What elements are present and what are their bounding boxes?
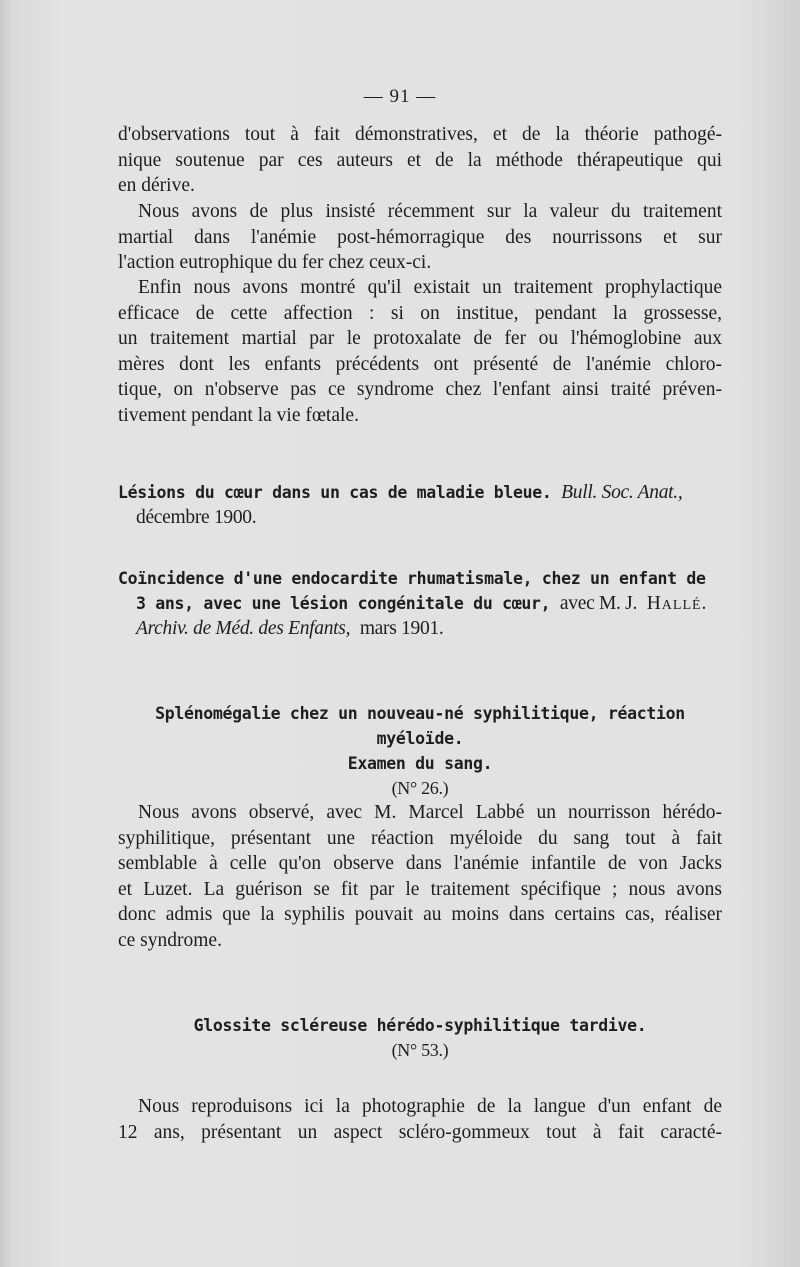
text-line: ce syndrome. [118,929,222,951]
text-line: tique, on n'observe pas ce syndrome chez l'enfant ainsi traité préven- [118,379,722,400]
text-line: un traitement martial par le protoxalate de fer ou l'hémoglobine aux [118,328,722,349]
section-title-line: Splénomégalie chez un nouveau-né syphilitique, réaction myéloïde. [155,704,685,748]
paragraph-splenomegalie [118,800,722,953]
paragraph-prophylactic-treatment [118,275,722,428]
text-line: tivement pendant la vie fœtale. [118,404,359,426]
reference-line [118,616,722,641]
text-line: en dérive. [118,175,195,196]
text-line: Nous avons de plus insisté récemment sur la valeur du traitement [138,201,722,222]
text-line: semblable à celle qu'on observe dans l'anémie infantile de von Jacks [118,853,722,874]
coauthor-name: Hallé. [646,593,708,614]
page-number: — 91 — [363,86,437,107]
text-line: Nous avons observé, avec M. Marcel Labbé un nourrisson hérédo- [138,802,722,823]
reference-date: décembre 1900. [136,507,257,528]
text-line: Nous reproduisons ici la photographie de la langue d'un enfant de [138,1096,722,1117]
section-title-line-2: Examen du sang. [347,754,493,773]
section-number: (N° 53.) [391,1040,449,1060]
section-heading-glossite [118,1013,722,1063]
coauthor-prefix: avec M. J. [559,593,638,614]
text-line: syphilitique, présentant une réaction myéloide du sang tout à fait [118,827,722,849]
section-heading-endocardite [118,566,722,641]
text-line: donc admis que la syphilis pouvait au moins dans certains cas, réaliser [118,904,722,925]
section-heading-splenomegalie [118,701,722,801]
section-number: (N° 26.) [391,778,449,798]
text-line: martial dans l'anémie post-hémorragique des nourrissons et sur [118,226,722,248]
journal-reference: Bull. Soc. Anat., [561,482,683,503]
paragraph-continued [118,122,722,199]
journal-reference: Archiv. de Méd. des Enfants, [136,618,351,639]
reference-date: mars 1901. [359,618,444,639]
text-line: 12 ans, présentant un aspect scléro-gommeux tout à fait caracté- [118,1121,722,1143]
section-title: Glossite scléreuse hérédo-syphilitique tardive. [193,1016,647,1035]
section-heading-maladie-bleue [118,480,722,530]
section-title-line-2 [118,591,722,616]
section-title-line: Coïncidence d'une endocardite rhumatismale, chez un enfant de [118,569,706,588]
text-line: et Luzet. La guérison se fit par le traitement spécifique ; nous avons [118,878,722,900]
text-line: d'observations tout à fait démonstratives, et de la théorie pathogé- [118,124,722,145]
paragraph-glossite [118,1094,722,1145]
section-title-part: 3 ans, avec une lésion congénitale du cœur, [136,594,551,613]
text-line: l'action eutrophique du fer chez ceux-ci. [118,252,432,273]
text-line: efficace de cette affection : si on institue, pendant la grossesse, [118,302,722,324]
paragraph-martial-treatment [118,199,722,276]
text-line: mères dont les enfants précédents ont présenté de l'anémie chloro- [118,353,722,375]
text-line: Enfin nous avons montré qu'il existait un traitement prophylactique [138,277,722,298]
section-title: Lésions du cœur dans un cas de maladie bleue. [118,483,552,502]
text-line: nique soutenue par ces auteurs et de la méthode thérapeutique qui [118,149,722,171]
